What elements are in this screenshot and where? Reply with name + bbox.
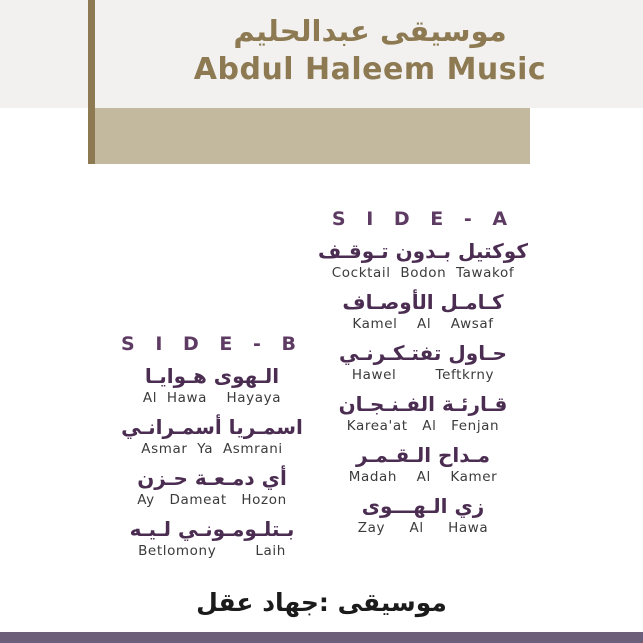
track-title-arabic: مـداح الـقـمـر — [355, 443, 491, 467]
track-item — [112, 466, 312, 508]
track-item — [318, 341, 528, 383]
track-title-english: Karea'at Al Fenjan — [346, 418, 500, 434]
header-accent-bar — [88, 0, 95, 108]
side-a-heading: S I D E - A — [331, 208, 515, 230]
side-b-column — [112, 333, 312, 568]
track-title-english: Al Hawa Hayaya — [142, 390, 282, 406]
track-title-arabic: زي الـهـــوى — [361, 494, 485, 518]
track-item — [112, 415, 312, 457]
track-title-english: Asmar Ya Asmrani — [141, 441, 283, 457]
track-title-english: Cocktail Bodon Tawakof — [331, 265, 515, 281]
footer-credit: موسيقى :جهاد عقل — [196, 588, 447, 617]
track-title-arabic: أي دمـعـة حـزن — [137, 466, 287, 490]
header-title-english: Abdul Haleem Music — [193, 52, 547, 87]
footer-bar — [0, 632, 643, 643]
track-title-english: Zay Al Hawa — [357, 520, 489, 536]
track-title-arabic: كـامـل الأوصـاف — [342, 290, 504, 314]
track-item — [112, 517, 312, 559]
side-b-heading: S I D E - B — [121, 333, 303, 355]
tan-band-accent — [88, 108, 95, 164]
header-title-arabic: موسيقى عبدالحليم — [233, 14, 507, 48]
track-item — [318, 392, 528, 434]
track-title-english: Betlomony Laih — [138, 543, 286, 559]
header-band — [0, 0, 643, 108]
track-title-english: Hawel Teftkrny — [351, 367, 495, 383]
track-item — [318, 443, 528, 485]
track-title-english: Madah Al Kamer — [348, 469, 498, 485]
track-title-english: Kamel Al Awsaf — [352, 316, 494, 332]
track-title-arabic: اسمـريا أسمـرانـي — [121, 415, 303, 439]
track-item — [318, 239, 528, 281]
tan-band — [88, 108, 530, 164]
track-item — [318, 494, 528, 536]
track-title-arabic: قـارئـة الفـنـجـان — [338, 392, 508, 416]
track-title-arabic: حـاول تفتـكـرنـي — [339, 341, 507, 365]
track-item — [318, 290, 528, 332]
side-a-column — [318, 208, 528, 545]
track-title-arabic: بـتلـومـونـي لـيـه — [129, 517, 295, 541]
track-title-english: Ay Dameat Hozon — [137, 492, 287, 508]
track-title-arabic: الـهوى هـوايـا — [144, 364, 280, 388]
track-item — [112, 364, 312, 406]
track-title-arabic: كوكتيل بـدون تـوقـف — [318, 239, 528, 263]
